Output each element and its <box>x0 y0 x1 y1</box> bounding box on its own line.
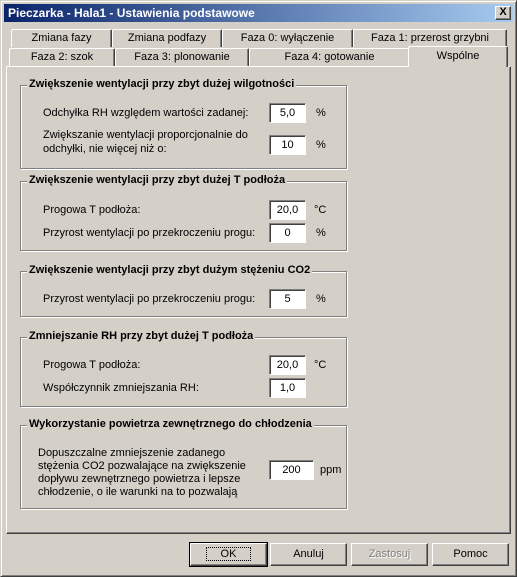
group-humidity <box>20 78 347 169</box>
ventilation-increase-label-line2: odchyłki, nie więcej niż o: <box>43 143 167 155</box>
group-substrate-temp-title: Zwiększenie wentylacji przy zbyt dużej T podłoża <box>29 174 286 186</box>
co2-vent-increase-label: Przyrost wentylacji po przekroczeniu progu: <box>43 293 256 305</box>
tab-faza-1[interactable]: Faza 1: przerost grzybni <box>353 29 507 47</box>
group-outside-air <box>20 418 347 509</box>
group-substrate-temp <box>20 174 347 251</box>
outside-air-desc-line3: dopływu zewnętrznego powietrza i lepsze <box>38 473 241 485</box>
substrate-threshold-unit: °C <box>314 204 327 216</box>
group-co2 <box>20 264 347 317</box>
tab-faza-3[interactable]: Faza 3: plonowanie <box>115 48 249 66</box>
tab-zmiana-podfazy[interactable]: Zmiana podfazy <box>112 29 222 47</box>
substrate-vent-increase-label: Przyrost wentylacji po przekroczeniu progu: <box>43 227 256 239</box>
ok-button[interactable] <box>190 543 267 566</box>
group-rh-reduction <box>20 330 347 407</box>
tab-zmiana-fazy[interactable]: Zmiana fazy <box>11 29 112 47</box>
tab-faza-0[interactable]: Faza 0: wyłączenie <box>222 29 353 47</box>
co2-reduction-input[interactable]: 200 <box>269 460 314 480</box>
rh-reduction-threshold-label: Progowa T podłoża: <box>43 359 141 371</box>
rh-reduction-threshold-unit: °C <box>314 359 327 371</box>
ventilation-increase-label-line1: Zwiększanie wentylacji proporcjonalnie do <box>43 129 248 141</box>
cancel-button[interactable]: Anuluj <box>270 543 347 566</box>
rh-reduction-threshold-input[interactable]: 20,0 <box>269 355 306 375</box>
rh-deviation-unit: % <box>316 107 326 119</box>
substrate-vent-increase-input[interactable]: 0 <box>269 223 306 243</box>
tab-faza-2[interactable]: Faza 2: szok <box>9 48 115 66</box>
close-button[interactable]: X <box>495 6 511 20</box>
help-button[interactable]: Pomoc <box>432 543 509 566</box>
rh-reduction-coefficient-input[interactable]: 1,0 <box>269 378 306 398</box>
substrate-threshold-label: Progowa T podłoża: <box>43 204 141 216</box>
rh-deviation-input[interactable]: 5,0 <box>269 103 306 123</box>
window-title: Pieczarka - Hala1 - Ustawienia podstawowe <box>8 6 255 20</box>
apply-button: Zastosuj <box>351 543 428 566</box>
co2-vent-increase-input[interactable]: 5 <box>269 289 306 309</box>
outside-air-desc-line4: chłodzenie, o ile warunki na to pozwalają <box>38 486 238 498</box>
co2-reduction-unit: ppm <box>320 464 342 476</box>
outside-air-desc-line2: stężenia CO2 pozwalające na zwiększenie <box>38 460 246 472</box>
group-co2-title: Zwiększenie wentylacji przy zbyt dużym stężeniu CO2 <box>29 264 311 276</box>
substrate-vent-increase-unit: % <box>316 227 326 239</box>
outside-air-desc-line1: Dopuszczalne zmniejszenie zadanego <box>38 447 226 459</box>
co2-vent-increase-unit: % <box>316 293 326 305</box>
tab-panel-wspolne <box>6 66 511 534</box>
rh-reduction-coefficient-label: Współczynnik zmniejszania RH: <box>43 382 199 394</box>
ventilation-increase-input[interactable]: 10 <box>269 135 306 155</box>
group-rh-reduction-title: Zmniejszanie RH przy zbyt dużej T podłoża <box>29 330 254 342</box>
group-humidity-title: Zwiększenie wentylacji przy zbyt dużej wilgotności <box>29 78 295 90</box>
ventilation-increase-unit: % <box>316 139 326 151</box>
title-bar[interactable] <box>4 4 513 22</box>
tab-faza-4[interactable]: Faza 4: gotowanie <box>249 48 410 66</box>
tab-wspolne[interactable]: Wspólne <box>408 46 508 67</box>
group-outside-air-title: Wykorzystanie powietrza zewnętrznego do chłodzenia <box>29 418 312 430</box>
substrate-threshold-input[interactable]: 20,0 <box>269 200 306 220</box>
ok-button-label: OK <box>206 547 252 561</box>
rh-deviation-label: Odchyłka RH względem wartości zadanej: <box>43 107 249 119</box>
